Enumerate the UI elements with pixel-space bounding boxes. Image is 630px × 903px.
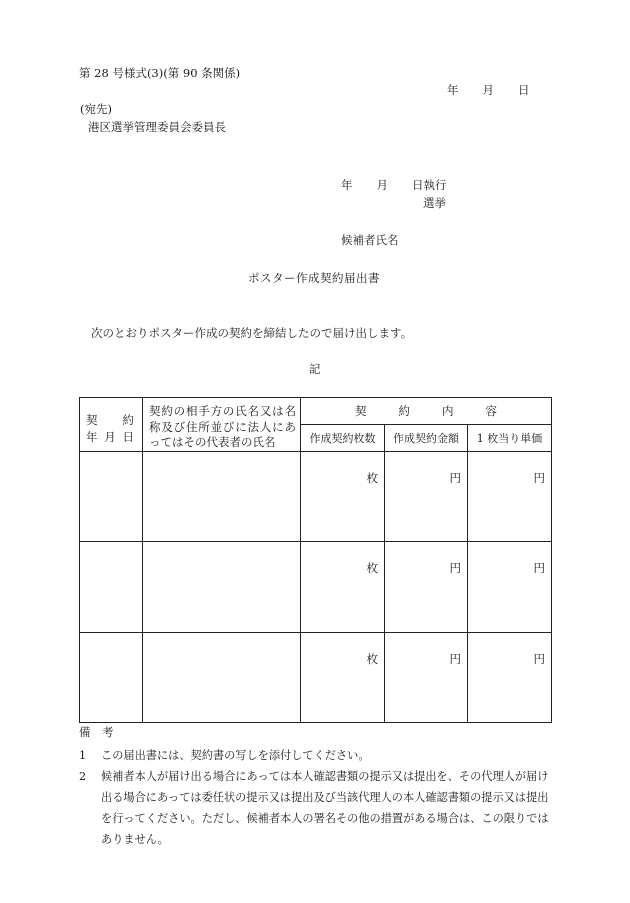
contract-table — [79, 397, 552, 723]
note-item — [79, 766, 554, 850]
candidate-label: 候補者氏名 — [341, 233, 399, 247]
amount-cell[interactable]: 円 — [385, 452, 468, 542]
contract-date-cell[interactable] — [80, 542, 143, 632]
notes-title: 備 考 — [79, 725, 114, 739]
submission-year: 年 — [447, 83, 459, 97]
contract-date-header-line1: 契 約 — [86, 413, 134, 427]
election-label: 選挙 — [423, 196, 446, 210]
table-row — [80, 632, 552, 722]
intro-text: 次のとおりポスター作成の契約を締結したので届け出します。 — [91, 326, 413, 340]
party-cell[interactable] — [143, 542, 301, 632]
unit-price-header: 1 枚当り単価 — [468, 425, 552, 452]
contract-date-header-line2: 年 月 日 — [86, 429, 134, 444]
notes-list — [79, 745, 554, 850]
addressee-label: (宛先) — [80, 102, 112, 116]
election-year: 年 — [341, 178, 353, 192]
addressee: 港区選挙管理委員会委員長 — [88, 120, 226, 134]
note-number: 1 — [79, 749, 87, 762]
content-header: 契 約 内 容 — [301, 398, 552, 425]
note-text: この届出書には、契約書の写しを添付してください。 — [101, 749, 370, 762]
contract-date-header — [80, 398, 143, 452]
note-text: 候補者本人が届け出る場合にあっては本人確認書類の提示又は提出を、その代理人が届け出る場合にあっては委任状の提示又は提出及び当該代理人の本人確認書類の提示又は提出を行ってください。ただし、候補者本人の署名その他の措置がある場合は、この限りではありません。 — [101, 770, 549, 846]
count-cell[interactable]: 枚 — [301, 632, 385, 722]
party-cell[interactable] — [143, 452, 301, 542]
amount-cell[interactable]: 円 — [385, 542, 468, 632]
election-date — [341, 180, 447, 192]
election-month: 月 — [376, 178, 388, 192]
party-header: 契約の相手方の氏名又は名称及び住所並びに法人にあってはその代表者の氏名 — [143, 398, 301, 452]
unit-price-cell[interactable]: 円 — [468, 632, 552, 722]
form-number: 第 28 号様式(3)(第 90 条関係) — [79, 66, 241, 80]
count-cell[interactable]: 枚 — [301, 542, 385, 632]
unit-price-cell[interactable]: 円 — [468, 542, 552, 632]
submission-month: 月 — [482, 83, 494, 97]
count-cell[interactable]: 枚 — [301, 452, 385, 542]
table-row — [80, 542, 552, 632]
unit-price-cell[interactable]: 円 — [468, 452, 552, 542]
contract-date-cell[interactable] — [80, 632, 143, 722]
contract-date-cell[interactable] — [80, 452, 143, 542]
count-header: 作成契約枚数 — [301, 425, 385, 452]
party-cell[interactable] — [143, 632, 301, 722]
document-title: ポスター作成契約届出書 — [248, 271, 380, 285]
record-label: 記 — [309, 362, 321, 376]
amount-cell[interactable]: 円 — [385, 632, 468, 722]
election-day: 日執行 — [412, 178, 447, 192]
table-row — [80, 452, 552, 542]
submission-date — [447, 85, 530, 97]
note-item — [79, 745, 554, 766]
submission-day: 日 — [518, 83, 530, 97]
amount-header: 作成契約金額 — [385, 425, 468, 452]
note-number: 2 — [79, 770, 87, 783]
